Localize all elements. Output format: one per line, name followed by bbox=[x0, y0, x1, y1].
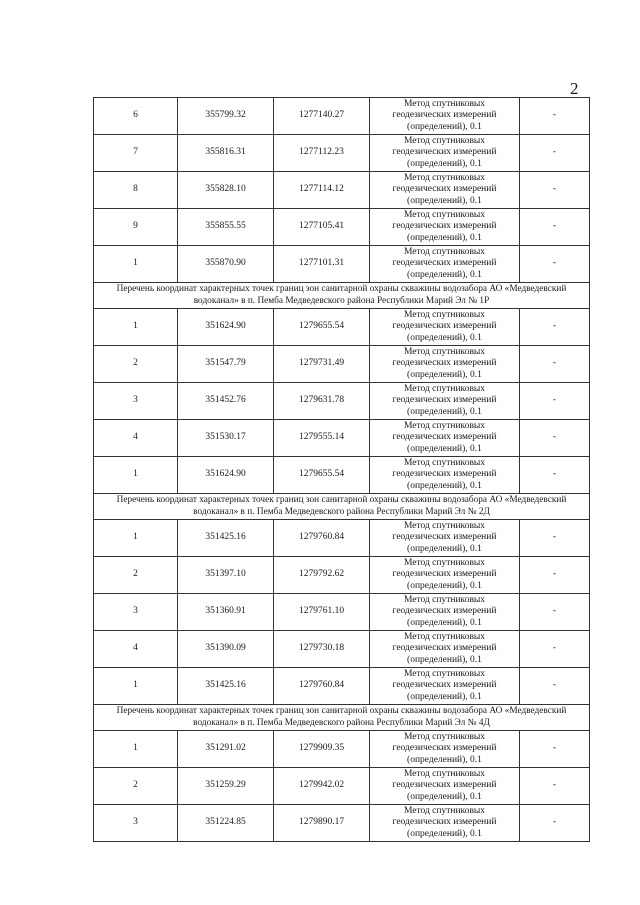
method-cell bbox=[370, 668, 520, 705]
method-line: Метод спутниковых bbox=[403, 246, 486, 257]
method-cell bbox=[370, 98, 520, 135]
table-row bbox=[94, 309, 590, 346]
point-number-cell: 3 bbox=[94, 383, 178, 420]
description-cell: - bbox=[520, 346, 590, 383]
description-cell: - bbox=[520, 420, 590, 457]
page-number: 2 bbox=[570, 79, 579, 98]
point-number-cell: 2 bbox=[94, 557, 178, 594]
point-number-cell: 2 bbox=[94, 768, 178, 805]
section-title-line: водоканал» в п. Пемба Медведевского района Республики Марий Эл № 1Р bbox=[193, 295, 490, 306]
table-row bbox=[94, 594, 590, 631]
method-line: (определений), 0.1 bbox=[407, 406, 482, 417]
description-cell: - bbox=[520, 383, 590, 420]
table-row bbox=[94, 557, 590, 594]
y-coordinate-cell: 1279555.14 bbox=[274, 420, 370, 457]
description-cell: - bbox=[520, 557, 590, 594]
method-cell bbox=[370, 135, 520, 172]
method-line: Метод спутниковых bbox=[403, 135, 486, 146]
method-line: (определений), 0.1 bbox=[407, 195, 482, 206]
method-line: (определений), 0.1 bbox=[407, 121, 482, 132]
description-cell: - bbox=[520, 668, 590, 705]
x-coordinate-cell: 351291.02 bbox=[178, 731, 274, 768]
method-line: (определений), 0.1 bbox=[407, 791, 482, 802]
method-line: (определений), 0.1 bbox=[407, 580, 482, 591]
description-cell: - bbox=[520, 768, 590, 805]
point-number-cell: 1 bbox=[94, 520, 178, 557]
method-cell bbox=[370, 594, 520, 631]
coordinates-table bbox=[93, 97, 590, 842]
method-cell bbox=[370, 309, 520, 346]
y-coordinate-cell: 1279655.54 bbox=[274, 309, 370, 346]
method-line: геодезических измерений bbox=[392, 780, 497, 791]
description-cell: - bbox=[520, 172, 590, 209]
method-cell bbox=[370, 172, 520, 209]
method-line: геодезических измерений bbox=[392, 258, 497, 269]
method-line: (определений), 0.1 bbox=[407, 443, 482, 454]
point-number-cell: 1 bbox=[94, 668, 178, 705]
table-row bbox=[94, 172, 590, 209]
x-coordinate-cell: 351360.91 bbox=[178, 594, 274, 631]
method-line: Метод спутниковых bbox=[403, 457, 486, 468]
point-number-cell: 9 bbox=[94, 209, 178, 246]
section-header-row bbox=[94, 283, 590, 309]
point-number-cell: 6 bbox=[94, 98, 178, 135]
method-line: Метод спутниковых bbox=[403, 172, 486, 183]
y-coordinate-cell: 1279890.17 bbox=[274, 805, 370, 842]
method-line: (определений), 0.1 bbox=[407, 828, 482, 839]
x-coordinate-cell: 351425.16 bbox=[178, 520, 274, 557]
section-header-row bbox=[94, 705, 590, 731]
y-coordinate-cell: 1279761.10 bbox=[274, 594, 370, 631]
table-row bbox=[94, 98, 590, 135]
method-line: геодезических измерений bbox=[392, 184, 497, 195]
coordinates-table-body bbox=[94, 98, 590, 842]
table-row bbox=[94, 631, 590, 668]
table-row bbox=[94, 520, 590, 557]
description-cell: - bbox=[520, 209, 590, 246]
table-row bbox=[94, 209, 590, 246]
method-cell bbox=[370, 383, 520, 420]
method-line: Метод спутниковых bbox=[403, 668, 486, 679]
method-cell bbox=[370, 346, 520, 383]
method-line: (определений), 0.1 bbox=[407, 158, 482, 169]
method-cell bbox=[370, 420, 520, 457]
method-cell bbox=[370, 731, 520, 768]
method-line: геодезических измерений bbox=[392, 358, 497, 369]
x-coordinate-cell: 351397.10 bbox=[178, 557, 274, 594]
y-coordinate-cell: 1279731.49 bbox=[274, 346, 370, 383]
point-number-cell: 2 bbox=[94, 346, 178, 383]
x-coordinate-cell: 351224.85 bbox=[178, 805, 274, 842]
method-line: (определений), 0.1 bbox=[407, 691, 482, 702]
description-cell: - bbox=[520, 246, 590, 283]
method-line: геодезических измерений bbox=[392, 221, 497, 232]
section-title-line: Перечень координат характерных точек границ зон санитарной охраны скважины водозабора АО «Медведевский bbox=[116, 495, 567, 505]
point-number-cell: 8 bbox=[94, 172, 178, 209]
method-line: Метод спутниковых bbox=[403, 768, 486, 779]
method-line: геодезических измерений bbox=[392, 321, 497, 332]
point-number-cell: 1 bbox=[94, 457, 178, 494]
method-line: геодезических измерений bbox=[392, 817, 497, 828]
y-coordinate-cell: 1279760.84 bbox=[274, 668, 370, 705]
method-line: (определений), 0.1 bbox=[407, 754, 482, 765]
section-title bbox=[94, 283, 590, 309]
x-coordinate-cell: 351547.79 bbox=[178, 346, 274, 383]
method-cell bbox=[370, 631, 520, 668]
y-coordinate-cell: 1279792.62 bbox=[274, 557, 370, 594]
method-line: геодезических измерений bbox=[392, 110, 497, 121]
section-title-line: Перечень координат характерных точек границ зон санитарной охраны скважины водозабора АО «Медведевский bbox=[116, 284, 567, 294]
method-line: Метод спутниковых bbox=[403, 420, 486, 431]
method-line: Метод спутниковых bbox=[403, 309, 486, 320]
method-line: Метод спутниковых bbox=[403, 594, 486, 605]
x-coordinate-cell: 351530.17 bbox=[178, 420, 274, 457]
method-line: геодезических измерений bbox=[392, 680, 497, 691]
method-line: геодезических измерений bbox=[392, 569, 497, 580]
y-coordinate-cell: 1279655.54 bbox=[274, 457, 370, 494]
method-line: геодезических измерений bbox=[392, 469, 497, 480]
table-row bbox=[94, 805, 590, 842]
method-cell bbox=[370, 768, 520, 805]
method-line: геодезических измерений bbox=[392, 643, 497, 654]
method-line: геодезических измерений bbox=[392, 743, 497, 754]
method-line: Метод спутниковых bbox=[403, 98, 486, 109]
method-cell bbox=[370, 457, 520, 494]
method-line: (определений), 0.1 bbox=[407, 232, 482, 243]
method-line: Метод спутниковых bbox=[403, 557, 486, 568]
y-coordinate-cell: 1277140.27 bbox=[274, 98, 370, 135]
table-row bbox=[94, 768, 590, 805]
method-line: (определений), 0.1 bbox=[407, 480, 482, 491]
description-cell: - bbox=[520, 805, 590, 842]
method-line: Метод спутниковых bbox=[403, 731, 486, 742]
description-cell: - bbox=[520, 631, 590, 668]
method-line: (определений), 0.1 bbox=[407, 332, 482, 343]
method-line: геодезических измерений bbox=[392, 432, 497, 443]
point-number-cell: 4 bbox=[94, 420, 178, 457]
x-coordinate-cell: 355799.32 bbox=[178, 98, 274, 135]
y-coordinate-cell: 1277101.31 bbox=[274, 246, 370, 283]
method-line: Метод спутниковых bbox=[403, 209, 486, 220]
x-coordinate-cell: 355870.90 bbox=[178, 246, 274, 283]
y-coordinate-cell: 1277112.23 bbox=[274, 135, 370, 172]
y-coordinate-cell: 1279760.84 bbox=[274, 520, 370, 557]
table-row bbox=[94, 246, 590, 283]
point-number-cell: 1 bbox=[94, 731, 178, 768]
method-line: Метод спутниковых bbox=[403, 383, 486, 394]
method-line: геодезических измерений bbox=[392, 532, 497, 543]
table-row bbox=[94, 457, 590, 494]
x-coordinate-cell: 355828.10 bbox=[178, 172, 274, 209]
method-cell bbox=[370, 209, 520, 246]
section-title-line: Перечень координат характерных точек границ зон санитарной охраны скважины водозабора АО «Медведевский bbox=[116, 706, 567, 716]
point-number-cell: 4 bbox=[94, 631, 178, 668]
table-row bbox=[94, 731, 590, 768]
method-line: Метод спутниковых bbox=[403, 805, 486, 816]
section-title bbox=[94, 494, 590, 520]
x-coordinate-cell: 355855.55 bbox=[178, 209, 274, 246]
y-coordinate-cell: 1277105.41 bbox=[274, 209, 370, 246]
y-coordinate-cell: 1279631.78 bbox=[274, 383, 370, 420]
method-line: (определений), 0.1 bbox=[407, 269, 482, 280]
y-coordinate-cell: 1279909.35 bbox=[274, 731, 370, 768]
method-cell bbox=[370, 246, 520, 283]
y-coordinate-cell: 1277114.12 bbox=[274, 172, 370, 209]
x-coordinate-cell: 351624.90 bbox=[178, 309, 274, 346]
x-coordinate-cell: 351259.29 bbox=[178, 768, 274, 805]
method-line: Метод спутниковых bbox=[403, 520, 486, 531]
method-cell bbox=[370, 520, 520, 557]
description-cell: - bbox=[520, 520, 590, 557]
x-coordinate-cell: 351624.90 bbox=[178, 457, 274, 494]
point-number-cell: 3 bbox=[94, 805, 178, 842]
table-row bbox=[94, 135, 590, 172]
description-cell: - bbox=[520, 98, 590, 135]
method-line: Метод спутниковых bbox=[403, 631, 486, 642]
method-line: Метод спутниковых bbox=[403, 346, 486, 357]
point-number-cell: 3 bbox=[94, 594, 178, 631]
x-coordinate-cell: 351452.76 bbox=[178, 383, 274, 420]
x-coordinate-cell: 351425.16 bbox=[178, 668, 274, 705]
description-cell: - bbox=[520, 309, 590, 346]
section-title bbox=[94, 705, 590, 731]
description-cell: - bbox=[520, 594, 590, 631]
description-cell: - bbox=[520, 457, 590, 494]
point-number-cell: 7 bbox=[94, 135, 178, 172]
method-cell bbox=[370, 805, 520, 842]
point-number-cell: 1 bbox=[94, 309, 178, 346]
section-title-line: водоканал» в п. Пемба Медведевского района Республики Марий Эл № 2Д bbox=[193, 506, 490, 517]
method-line: геодезических измерений bbox=[392, 606, 497, 617]
description-cell: - bbox=[520, 731, 590, 768]
description-cell: - bbox=[520, 135, 590, 172]
method-line: (определений), 0.1 bbox=[407, 617, 482, 628]
table-row bbox=[94, 668, 590, 705]
table-row bbox=[94, 346, 590, 383]
section-header-row bbox=[94, 494, 590, 520]
point-number-cell: 1 bbox=[94, 246, 178, 283]
method-line: геодезических измерений bbox=[392, 147, 497, 158]
x-coordinate-cell: 351390.09 bbox=[178, 631, 274, 668]
y-coordinate-cell: 1279730.18 bbox=[274, 631, 370, 668]
table-row bbox=[94, 420, 590, 457]
section-title-line: водоканал» в п. Пемба Медведевского района Республики Марий Эл № 4Д bbox=[193, 717, 490, 728]
method-line: геодезических измерений bbox=[392, 395, 497, 406]
method-line: (определений), 0.1 bbox=[407, 654, 482, 665]
y-coordinate-cell: 1279942.02 bbox=[274, 768, 370, 805]
x-coordinate-cell: 355816.31 bbox=[178, 135, 274, 172]
table-row bbox=[94, 383, 590, 420]
method-line: (определений), 0.1 bbox=[407, 543, 482, 554]
method-cell bbox=[370, 557, 520, 594]
method-line: (определений), 0.1 bbox=[407, 369, 482, 380]
